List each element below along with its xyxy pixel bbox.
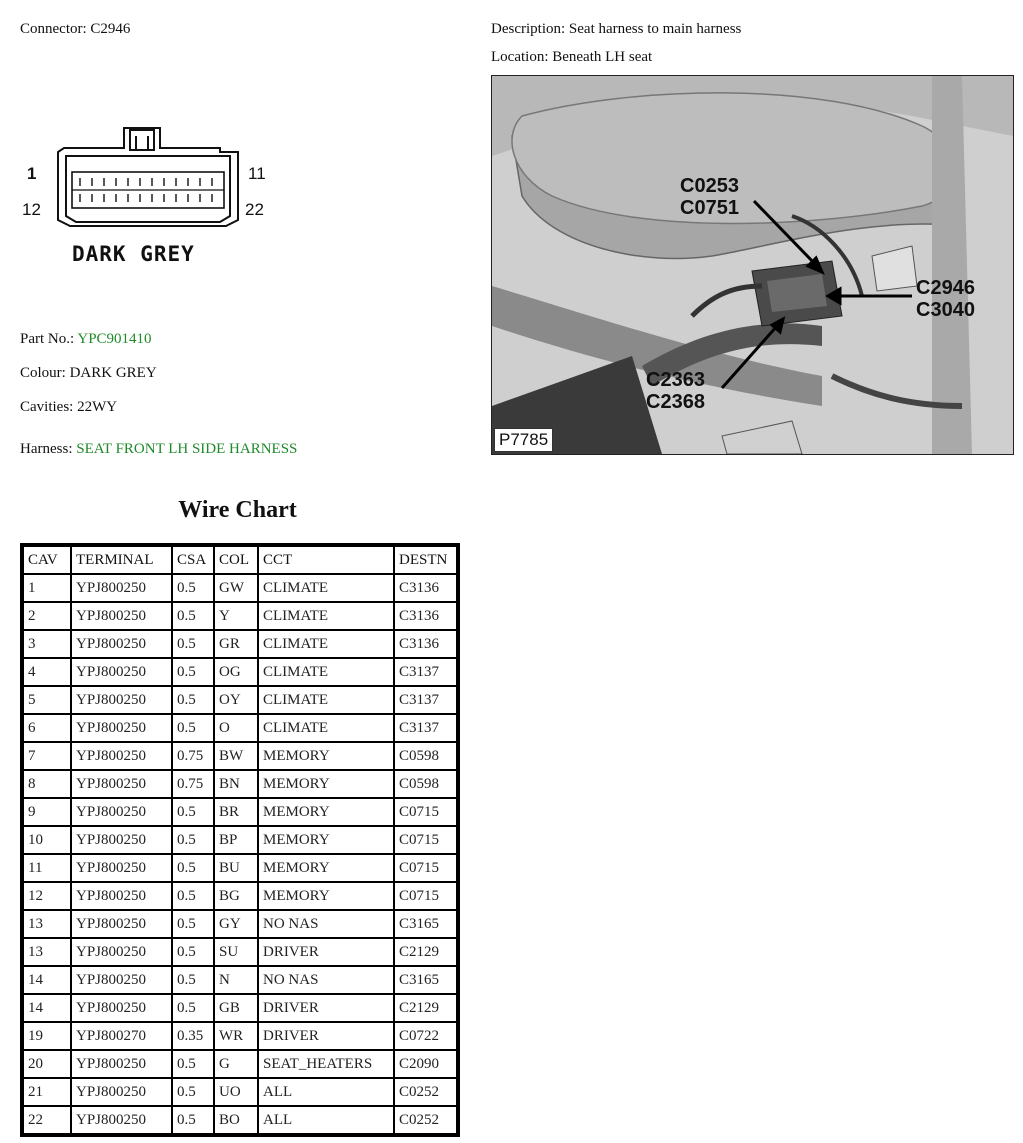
cell-cct: MEMORY <box>258 798 394 826</box>
cell-col: GB <box>214 994 258 1022</box>
pin-label-12: 12 <box>22 200 41 219</box>
cell-cct: ALL <box>258 1078 394 1106</box>
cell-terminal: YPJ800250 <box>71 826 172 854</box>
cell-csa: 0.5 <box>172 938 214 966</box>
cell-cct: ALL <box>258 1106 394 1134</box>
cell-col: BP <box>214 826 258 854</box>
cell-col: Y <box>214 602 258 630</box>
cell-destn: C0715 <box>394 882 457 910</box>
cell-col: BG <box>214 882 258 910</box>
cell-cav: 21 <box>23 1078 71 1106</box>
table-row <box>23 882 457 910</box>
cell-col: OG <box>214 658 258 686</box>
wire-chart-body <box>23 574 457 1134</box>
pin-label-11: 11 <box>248 164 266 183</box>
cell-col: OY <box>214 686 258 714</box>
part-number-label: Part No.: <box>20 331 75 347</box>
cell-cav: 19 <box>23 1022 71 1050</box>
cell-cct: DRIVER <box>258 994 394 1022</box>
cavities-label: Cavities: <box>20 399 74 415</box>
cell-destn: C3137 <box>394 714 457 742</box>
cell-destn: C0715 <box>394 798 457 826</box>
cell-col: GW <box>214 574 258 602</box>
callout-c3040: C3040 <box>916 299 975 321</box>
cell-csa: 0.5 <box>172 714 214 742</box>
harness-label: Harness: <box>20 441 73 457</box>
table-row <box>23 574 457 602</box>
column-header-col: COL <box>214 546 258 574</box>
cell-cav: 6 <box>23 714 71 742</box>
cell-csa: 0.5 <box>172 994 214 1022</box>
cell-terminal: YPJ800250 <box>71 658 172 686</box>
location-value: Beneath LH seat <box>552 49 653 65</box>
cell-csa: 0.5 <box>172 826 214 854</box>
location-photo <box>491 75 1014 455</box>
cell-cav: 1 <box>23 574 71 602</box>
cell-destn: C0715 <box>394 854 457 882</box>
diagram-colour-text: DARK GREY <box>72 242 195 266</box>
cell-cct: MEMORY <box>258 854 394 882</box>
cell-cct: MEMORY <box>258 882 394 910</box>
cell-col: SU <box>214 938 258 966</box>
cell-csa: 0.5 <box>172 602 214 630</box>
wire-chart-header-row <box>23 546 457 574</box>
table-row <box>23 910 457 938</box>
cavities-line <box>20 399 117 416</box>
cell-terminal: YPJ800270 <box>71 1022 172 1050</box>
cell-csa: 0.5 <box>172 1050 214 1078</box>
cell-cct: CLIMATE <box>258 602 394 630</box>
table-row <box>23 686 457 714</box>
cell-csa: 0.75 <box>172 742 214 770</box>
cell-cav: 8 <box>23 770 71 798</box>
cell-csa: 0.5 <box>172 686 214 714</box>
colour-line <box>20 365 157 382</box>
photo-reference: P7785 <box>494 428 553 452</box>
table-row <box>23 630 457 658</box>
cell-csa: 0.5 <box>172 1106 214 1134</box>
column-header-cct: CCT <box>258 546 394 574</box>
cell-cav: 14 <box>23 994 71 1022</box>
cell-terminal: YPJ800250 <box>71 686 172 714</box>
pin-label-1: 1 <box>27 164 37 183</box>
cell-terminal: YPJ800250 <box>71 1078 172 1106</box>
part-number-link[interactable]: YPC901410 <box>77 331 152 347</box>
cell-cav: 2 <box>23 602 71 630</box>
cell-cct: MEMORY <box>258 826 394 854</box>
cell-col: BR <box>214 798 258 826</box>
cell-col: BU <box>214 854 258 882</box>
connector-value: C2946 <box>90 21 131 37</box>
table-row <box>23 1078 457 1106</box>
table-row <box>23 938 457 966</box>
cell-col: GR <box>214 630 258 658</box>
cell-terminal: YPJ800250 <box>71 630 172 658</box>
cell-cct: CLIMATE <box>258 658 394 686</box>
wire-chart-table <box>20 543 460 1137</box>
cell-cav: 9 <box>23 798 71 826</box>
cell-destn: C2090 <box>394 1050 457 1078</box>
cell-col: WR <box>214 1022 258 1050</box>
location-line <box>491 49 652 66</box>
cell-terminal: YPJ800250 <box>71 798 172 826</box>
harness-line <box>20 441 297 458</box>
cell-csa: 0.5 <box>172 1078 214 1106</box>
pin-label-22: 22 <box>245 200 264 219</box>
table-row <box>23 854 457 882</box>
cell-cav: 7 <box>23 742 71 770</box>
cell-terminal: YPJ800250 <box>71 910 172 938</box>
cell-cav: 14 <box>23 966 71 994</box>
cell-terminal: YPJ800250 <box>71 938 172 966</box>
cell-terminal: YPJ800250 <box>71 994 172 1022</box>
cell-cct: MEMORY <box>258 742 394 770</box>
cell-destn: C0252 <box>394 1106 457 1134</box>
cell-csa: 0.5 <box>172 630 214 658</box>
connector-diagram <box>20 120 280 280</box>
cell-cct: NO NAS <box>258 910 394 938</box>
location-label: Location: <box>491 49 549 65</box>
cell-col: O <box>214 714 258 742</box>
connector-label: Connector: <box>20 21 87 37</box>
cell-terminal: YPJ800250 <box>71 854 172 882</box>
column-header-destn: DESTN <box>394 546 457 574</box>
callout-c0253-c0751 <box>680 175 739 219</box>
cell-col: BN <box>214 770 258 798</box>
cell-terminal: YPJ800250 <box>71 966 172 994</box>
cell-col: UO <box>214 1078 258 1106</box>
cell-cct: NO NAS <box>258 966 394 994</box>
table-row <box>23 826 457 854</box>
callout-c2363-c2368 <box>646 369 705 413</box>
cell-destn: C0722 <box>394 1022 457 1050</box>
cell-destn: C0598 <box>394 742 457 770</box>
cell-csa: 0.5 <box>172 910 214 938</box>
cell-terminal: YPJ800250 <box>71 602 172 630</box>
cell-cav: 13 <box>23 938 71 966</box>
cell-cav: 10 <box>23 826 71 854</box>
table-row <box>23 602 457 630</box>
cell-destn: C2129 <box>394 938 457 966</box>
cell-csa: 0.35 <box>172 1022 214 1050</box>
column-header-cav: CAV <box>23 546 71 574</box>
cell-terminal: YPJ800250 <box>71 742 172 770</box>
table-row <box>23 1106 457 1134</box>
wire-chart-title: Wire Chart <box>178 497 297 523</box>
cell-col: BO <box>214 1106 258 1134</box>
table-row <box>23 658 457 686</box>
cell-terminal: YPJ800250 <box>71 882 172 910</box>
cell-cav: 4 <box>23 658 71 686</box>
colour-label: Colour: <box>20 365 66 381</box>
cell-cct: SEAT_HEATERS <box>258 1050 394 1078</box>
callout-c0751: C0751 <box>680 197 739 219</box>
cell-csa: 0.5 <box>172 658 214 686</box>
cell-destn: C3165 <box>394 966 457 994</box>
cell-destn: C0252 <box>394 1078 457 1106</box>
table-row <box>23 714 457 742</box>
callout-c2946: C2946 <box>916 277 975 299</box>
cell-cct: CLIMATE <box>258 574 394 602</box>
cell-cct: MEMORY <box>258 770 394 798</box>
cell-cct: CLIMATE <box>258 686 394 714</box>
cell-csa: 0.5 <box>172 882 214 910</box>
cell-cav: 5 <box>23 686 71 714</box>
callout-c2946-c3040 <box>916 277 975 321</box>
connector-line <box>20 21 130 38</box>
table-row <box>23 1050 457 1078</box>
callout-c2363: C2363 <box>646 369 705 391</box>
description-line <box>491 21 741 38</box>
cell-cav: 11 <box>23 854 71 882</box>
cell-cav: 20 <box>23 1050 71 1078</box>
cell-destn: C3136 <box>394 630 457 658</box>
cell-destn: C3136 <box>394 602 457 630</box>
cell-csa: 0.5 <box>172 966 214 994</box>
description-label: Description: <box>491 21 566 37</box>
colour-value: DARK GREY <box>69 365 157 381</box>
table-row <box>23 742 457 770</box>
cell-cav: 3 <box>23 630 71 658</box>
cell-cav: 22 <box>23 1106 71 1134</box>
cell-destn: C0715 <box>394 826 457 854</box>
cell-destn: C0598 <box>394 770 457 798</box>
cell-cct: CLIMATE <box>258 714 394 742</box>
table-row <box>23 966 457 994</box>
cell-csa: 0.5 <box>172 854 214 882</box>
cell-terminal: YPJ800250 <box>71 714 172 742</box>
cell-terminal: YPJ800250 <box>71 770 172 798</box>
table-row <box>23 770 457 798</box>
cell-col: N <box>214 966 258 994</box>
description-value: Seat harness to main harness <box>568 21 742 37</box>
cell-csa: 0.75 <box>172 770 214 798</box>
cell-cct: DRIVER <box>258 1022 394 1050</box>
cell-col: GY <box>214 910 258 938</box>
table-row <box>23 994 457 1022</box>
harness-link[interactable]: SEAT FRONT LH SIDE HARNESS <box>76 441 298 457</box>
cell-col: BW <box>214 742 258 770</box>
cell-csa: 0.5 <box>172 798 214 826</box>
cell-cct: CLIMATE <box>258 630 394 658</box>
cell-cav: 13 <box>23 910 71 938</box>
cell-destn: C2129 <box>394 994 457 1022</box>
column-header-csa: CSA <box>172 546 214 574</box>
cell-terminal: YPJ800250 <box>71 574 172 602</box>
cell-terminal: YPJ800250 <box>71 1050 172 1078</box>
cell-cav: 12 <box>23 882 71 910</box>
cell-csa: 0.5 <box>172 574 214 602</box>
cell-col: G <box>214 1050 258 1078</box>
cavities-value: 22WY <box>77 399 118 415</box>
table-row <box>23 798 457 826</box>
cell-cct: DRIVER <box>258 938 394 966</box>
cell-destn: C3165 <box>394 910 457 938</box>
cell-destn: C3136 <box>394 574 457 602</box>
cell-destn: C3137 <box>394 658 457 686</box>
cell-destn: C3137 <box>394 686 457 714</box>
callout-c0253: C0253 <box>680 175 739 197</box>
table-row <box>23 1022 457 1050</box>
cell-terminal: YPJ800250 <box>71 1106 172 1134</box>
part-number-line <box>20 331 152 348</box>
callout-c2368: C2368 <box>646 391 705 413</box>
column-header-terminal: TERMINAL <box>71 546 172 574</box>
seat-underside-illustration <box>492 76 1013 454</box>
